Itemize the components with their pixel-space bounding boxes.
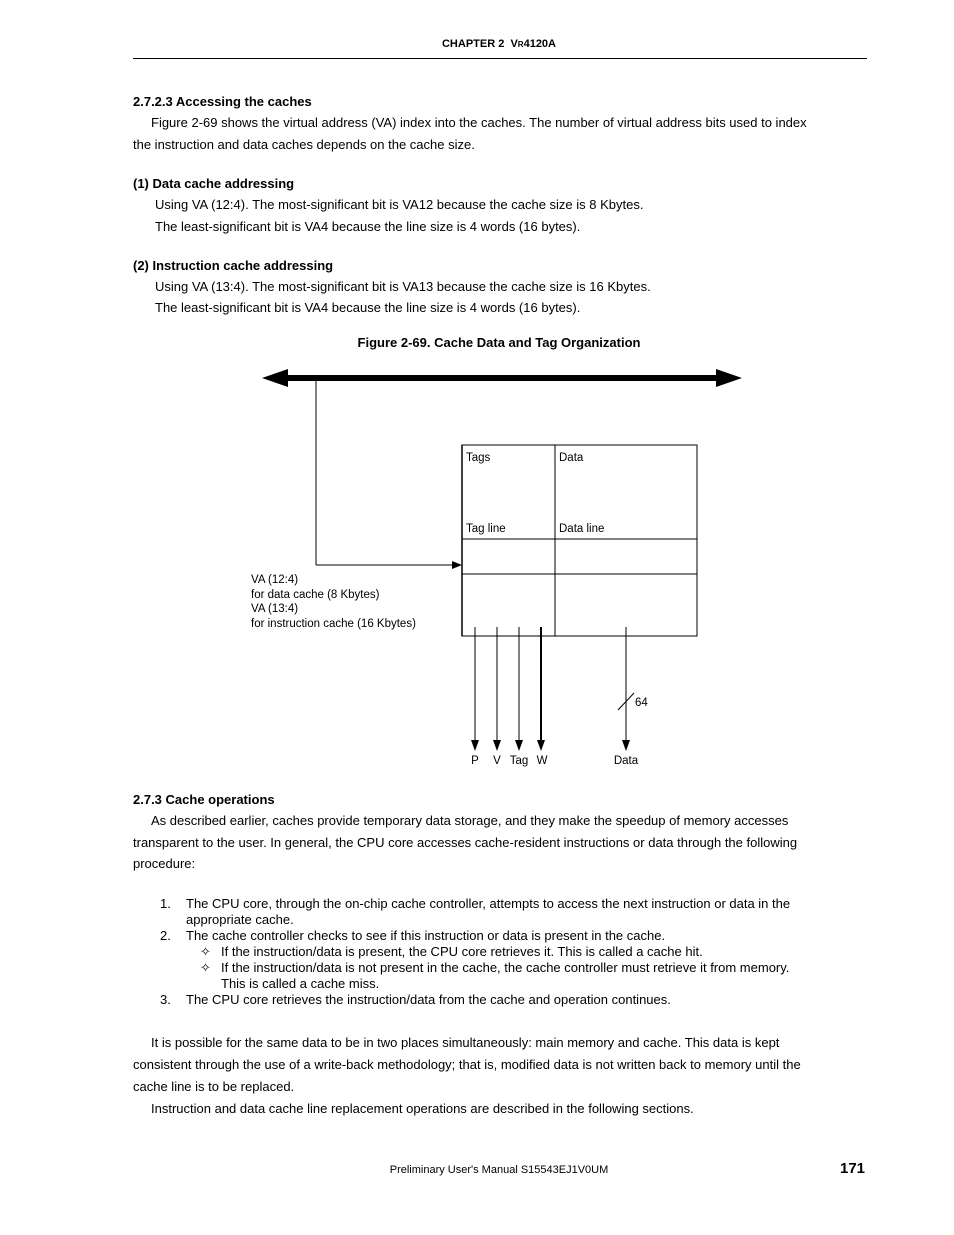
para-2723-line2: the instruction and data caches depends on the cache size. <box>133 137 475 152</box>
para2-line3: cache line is to be replaced. <box>133 1079 295 1094</box>
va-note-line1: VA (12:4) <box>251 574 299 586</box>
label-data: Data <box>559 452 584 464</box>
va-note-line2: for data cache (8 Kbytes) <box>251 589 380 601</box>
data-cache-line2: The least-significant bit is VA4 because the line size is 4 words (16 bytes). <box>155 219 581 234</box>
cache-array <box>462 445 697 636</box>
output-arrow-w <box>537 627 545 751</box>
intro-line2: transparent to the user. In general, the CPU core accesses cache-resident instructions or data through the following <box>133 835 798 850</box>
label-data-line: Data line <box>559 523 605 535</box>
subheading-instruction-cache: (2) Instruction cache addressing <box>133 258 334 273</box>
step-3-line1: The CPU core retrieves the instruction/data from the cache and operation continues. <box>186 992 671 1007</box>
subheading-data-cache: (1) Data cache addressing <box>133 176 295 191</box>
section-heading-273: 2.7.3 Cache operations <box>133 792 275 807</box>
out-label-p: P <box>471 755 479 767</box>
diamond-bullet-icon: ✧ <box>200 960 211 975</box>
header-chapter: CHAPTER 2 <box>441 38 505 50</box>
para2-line2: consistent through the use of a write-back methodology; that is, modified data is not written back to memory until the <box>133 1057 801 1072</box>
step-1-line1: The CPU core, through the on-chip cache controller, attempts to access the next instruction or data in the <box>186 896 791 911</box>
instruction-cache-line2: The least-significant bit is VA4 because the line size is 4 words (16 bytes). <box>155 300 581 315</box>
out-label-data: Data <box>613 755 639 767</box>
step-3-number: 3. <box>160 992 171 1007</box>
step-2-number: 2. <box>160 928 171 943</box>
para3: Instruction and data cache line replacement operations are described in the following sections. <box>151 1101 694 1116</box>
sub-bullet-2-line2: This is called a cache miss. <box>221 976 380 991</box>
label-tags: Tags <box>466 452 491 464</box>
output-arrow-data <box>618 627 634 751</box>
step-1-line2: appropriate cache. <box>186 912 294 927</box>
figure-caption: Figure 2-69. Cache Data and Tag Organization <box>357 335 641 350</box>
sub-bullet-2-line1: If the instruction/data is not present in the cache, the cache controller must retrieve it from memory. <box>221 960 790 975</box>
header-v: V <box>510 38 518 50</box>
para-2723-line1: Figure 2-69 shows the virtual address (VA) index into the caches. The number of virtual address bits used to index <box>151 115 807 130</box>
para2-line1: It is possible for the same data to be in two places simultaneously: main memory and cache. This data is kept <box>151 1035 780 1050</box>
output-arrow-p <box>471 627 479 751</box>
intro-line1: As described earlier, caches provide temporary data storage, and they make the speedup of memory accesses <box>151 813 789 828</box>
section-heading-2723: 2.7.2.3 Accessing the caches <box>133 94 312 109</box>
out-label-v: V <box>493 755 501 767</box>
page-number: 171 <box>840 1160 866 1177</box>
diamond-bullet-icon: ✧ <box>200 944 211 959</box>
footer-manual: Preliminary User's Manual S15543EJ1V0UM <box>389 1164 609 1176</box>
va-index-arrow <box>316 381 462 569</box>
bus-width-label: 64 <box>635 697 648 709</box>
out-label-w: W <box>536 755 548 767</box>
step-2-line1: The cache controller checks to see if this instruction or data is present in the cache. <box>186 928 666 943</box>
va-note-line3: VA (13:4) <box>251 603 299 615</box>
out-label-tag: Tag <box>509 755 529 767</box>
sub-bullet-1-line1: If the instruction/data is present, the CPU core retrieves it. This is called a cache hit. <box>221 944 703 959</box>
step-1-number: 1. <box>160 896 171 911</box>
label-tag-line: Tag line <box>466 523 506 535</box>
output-arrow-v <box>493 627 501 751</box>
address-bus-arrow <box>262 369 742 387</box>
header-model: 4120A <box>523 38 556 50</box>
header-r-subscript: R <box>517 40 524 49</box>
instruction-cache-line1: Using VA (13:4). The most-significant bit is VA13 because the cache size is 16 Kbytes. <box>155 279 651 294</box>
output-arrow-tag <box>515 627 523 751</box>
intro-line3: procedure: <box>133 856 196 871</box>
data-cache-line1: Using VA (12:4). The most-significant bit is VA12 because the cache size is 8 Kbytes. <box>155 197 644 212</box>
va-note-line4: for instruction cache (16 Kbytes) <box>251 618 416 630</box>
